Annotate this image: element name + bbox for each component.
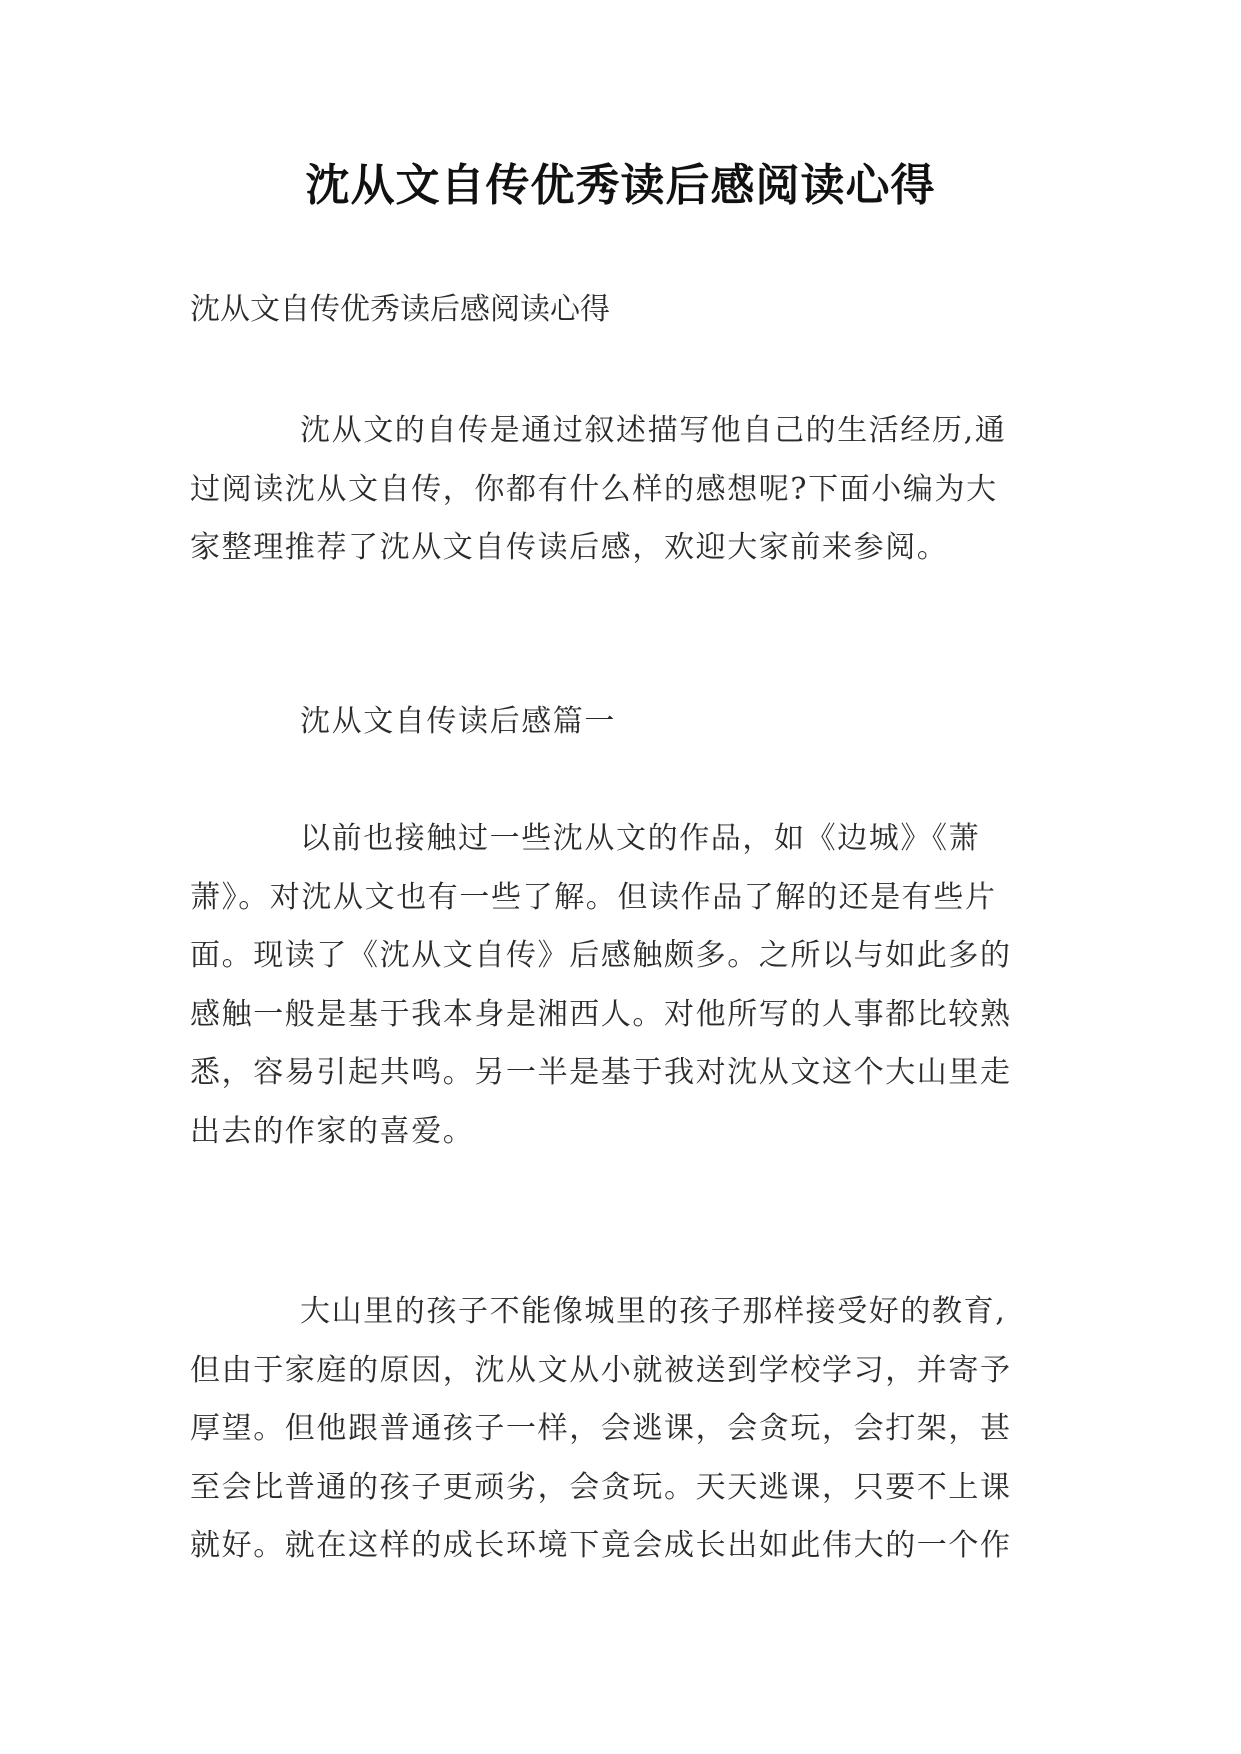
paragraph-2 [190,1283,1060,1576]
paragraph-line: 出去的作家的喜爱。 [190,1113,475,1149]
paragraph-1 [190,810,1060,1161]
paragraph-line: 但由于家庭的原因，沈从文从小就被送到学校学习，并寄予 [190,1352,1012,1388]
paragraph-line: 感触一般是基于我本身是湘西人。对他所写的人事都比较熟 [190,996,1012,1032]
paragraph-line: 大山里的孩子不能像城里的孩子那样接受好的教育, [300,1294,1007,1329]
paragraph-line: 就好。就在这样的成长环境下竟会成长出如此伟大的一个作 [190,1528,1012,1563]
section-heading-text: 沈从文自传读后感篇一 [300,704,616,739]
document-subtitle: 沈从文自传优秀读后感阅读心得 [190,292,610,327]
intro-line: 过阅读沈从文自传，你都有什么样的感想呢?下面小编为大 [190,471,998,507]
paragraph-line: 厚望。但他跟普通孩子一样，会逃课，会贪玩，会打架，甚 [190,1411,1012,1446]
paragraph-line: 悉，容易引起共鸣。另一半是基于我对沈从文这个大山里走 [190,1055,1012,1090]
document-title: 沈从文自传优秀读后感阅读心得 [305,160,936,211]
intro-paragraph [190,402,1060,578]
section-heading [190,693,1060,752]
paragraph-line: 面。现读了《沈从文自传》后感触颇多。之所以与如此多的 [190,938,1012,973]
paragraph-line: 萧》。对沈从文也有一些了解。但读作品了解的还是有些片 [190,879,997,915]
intro-line: 家整理推荐了沈从文自传读后感，欢迎大家前来参阅。 [190,530,949,565]
intro-line: 沈从文的自传是通过叙述描写他自己的生活经历,通 [300,413,1007,448]
paragraph-line: 以前也接触过一些沈从文的作品，如《边城》《萧 [300,821,981,856]
paragraph-line: 至会比普通的孩子更顽劣，会贪玩。天天逃课，只要不上课 [190,1469,1012,1505]
